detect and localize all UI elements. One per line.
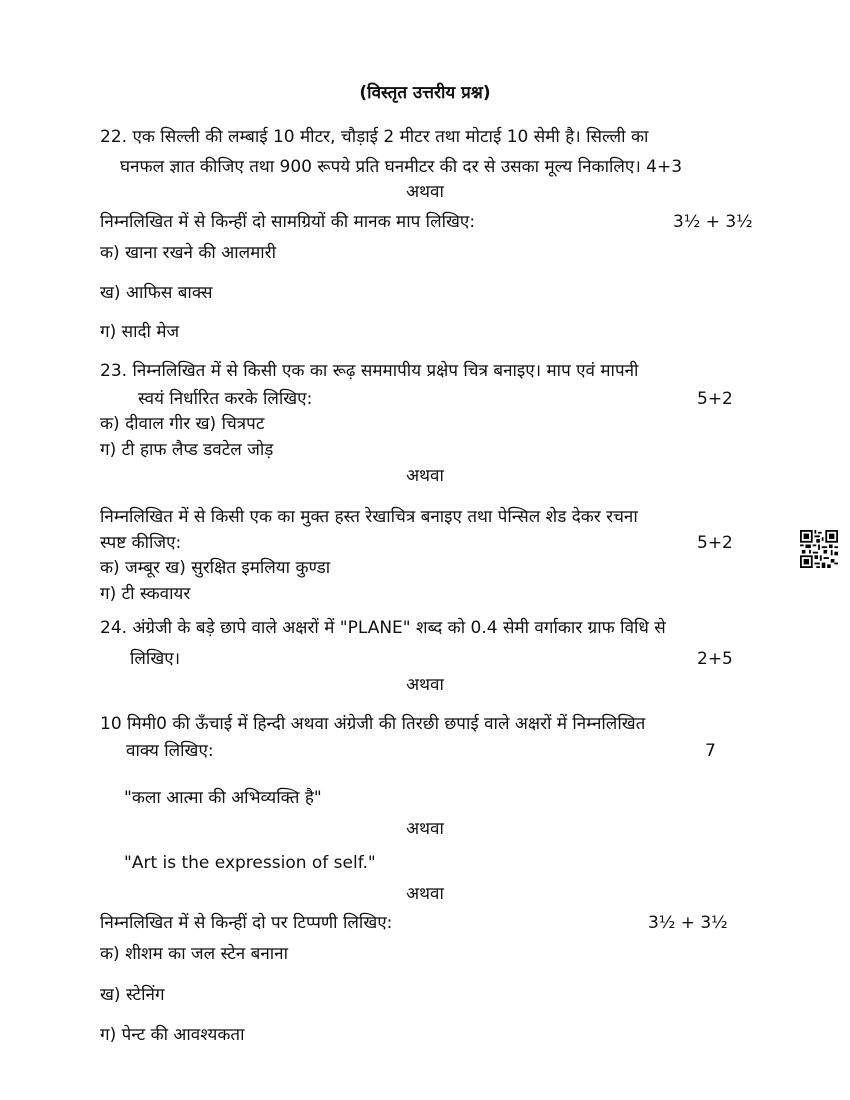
q24-opt-c: ग) पेन्ट की आवश्यकता bbox=[100, 1025, 245, 1045]
q24-or2: अथवा bbox=[406, 819, 444, 839]
q24-alt2-line: निम्नलिखित में से किन्हीं दो पर टिप्पणी लिखिए: bbox=[100, 913, 393, 933]
q24-opt-a: क) शीशम का जल स्टेन बनाना bbox=[100, 944, 288, 964]
q23-alt-opt-c: ग) टी स्कवायर bbox=[100, 584, 191, 604]
q24-alt2-marks: 3½ + 3½ bbox=[648, 913, 728, 933]
q23-alt-line1: निम्नलिखित में से किसी एक का मुक्त हस्त रेखाचित्र बनाइए तथा पेन्सिल शेड देकर रचना bbox=[100, 507, 638, 527]
q24-line2: लिखिए। bbox=[130, 649, 181, 669]
q23-alt-line2: स्पष्ट कीजिए: bbox=[100, 533, 182, 553]
q24-quote-en: "Art is the expression of self." bbox=[124, 853, 376, 873]
q22-alt-marks: 3½ + 3½ bbox=[673, 212, 753, 232]
q24-alt-marks: 7 bbox=[705, 741, 716, 761]
q24-alt-line1: 10 मिमी0 की ऊँचाई में हिन्दी अथवा अंग्रेजी की तिरछी छपाई वाले अक्षरों में निम्नलिखित bbox=[100, 714, 646, 734]
q22-line2: घनफल ज्ञात कीजिए तथा 900 रूपये प्रति घनमीटर की दर से उसका मूल्य निकालिए। 4+3 bbox=[120, 157, 683, 177]
q22-or: अथवा bbox=[406, 182, 444, 202]
q23-or: अथवा bbox=[406, 466, 444, 486]
q24-marks: 2+5 bbox=[697, 649, 733, 669]
q23-opt-c: ग) टी हाफ लैप्ड डवटेल जोड़ bbox=[100, 440, 274, 460]
q24-quote-hi: "कला आत्मा की अभिव्यक्ति है" bbox=[124, 788, 322, 808]
q22-opt-a: क) खाना रखने की आलमारी bbox=[100, 243, 277, 263]
q24-or1: अथवा bbox=[406, 675, 444, 695]
q23-opt-ab: क) दीवाल गीर ख) चित्रपट bbox=[100, 414, 265, 434]
q22-line1: 22. एक सिल्ली की लम्बाई 10 मीटर, चौड़ाई 2 मीटर तथा मोटाई 10 सेमी है। सिल्ली का bbox=[100, 127, 649, 147]
q22-opt-c: ग) सादी मेज bbox=[100, 322, 180, 342]
q24-or3: अथवा bbox=[406, 884, 444, 904]
section-heading: (विस्तृत उत्तरीय प्रश्न) bbox=[359, 83, 491, 103]
q23-marks: 5+2 bbox=[697, 389, 733, 409]
q24-opt-b: ख) स्टेनिंग bbox=[100, 985, 165, 1005]
q23-alt-opt-ab: क) जम्बूर ख) सुरक्षित इमलिया कुण्डा bbox=[100, 558, 331, 578]
q23-line2: स्वयं निर्धारित करके लिखिए: bbox=[138, 389, 313, 409]
q23-line1: 23. निम्नलिखित में से किसी एक का रूढ़ सममापीय प्रक्षेप चित्र बनाइए। माप एवं मापनी bbox=[100, 361, 639, 381]
q24-line1: 24. अंग्रेजी के बड़े छापे वाले अक्षरों में "PLANE" शब्द को 0.4 सेमी वर्गाकार ग्राफ विधि से bbox=[100, 618, 666, 638]
qr-code-icon bbox=[800, 530, 838, 568]
q22-opt-b: ख) आफिस बाक्स bbox=[100, 283, 213, 303]
q22-alt-line: निम्नलिखित में से किन्हीं दो सामग्रियों की मानक माप लिखिए: bbox=[100, 212, 476, 232]
q23-alt-marks: 5+2 bbox=[697, 533, 733, 553]
q24-alt-line2: वाक्य लिखिए: bbox=[126, 741, 214, 761]
